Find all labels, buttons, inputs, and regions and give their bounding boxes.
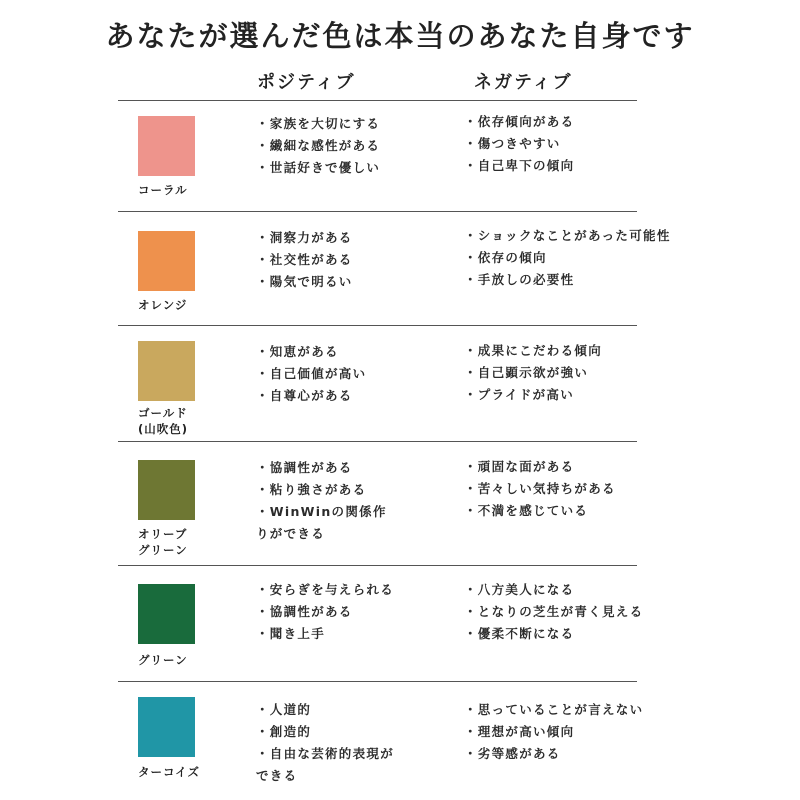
list-item: ・粘り強さがある [256,482,367,497]
list-item: ・傷つきやすい [464,136,561,151]
list-item: ・プライドが高い [464,387,575,402]
negative-list [464,111,684,177]
positive-list [256,227,436,293]
page-title: あなたが選んだ色は本当のあなた自身です [105,19,695,53]
color-name: オリーブ グリーン [138,527,188,557]
list-item: ・社交性がある [256,252,353,267]
list-item: ・依存の傾向 [464,250,547,265]
list-item: ・思っていることが言えない [464,702,644,717]
list-item: ・家族を大切にする [256,116,381,131]
positive-list [256,579,436,645]
list-item: りができる [256,526,326,541]
color-swatch [138,116,195,176]
list-item: ・自由な芸術的表現が [256,746,395,761]
list-item: ・頑固な面がある [464,459,575,474]
list-item: ・不満を感じている [464,503,589,518]
list-item: ・協調性がある [256,604,353,619]
color-swatch [138,460,195,520]
list-item: ・洞察力がある [256,230,353,245]
negative-list [464,340,684,406]
list-item: ・となりの芝生が青く見える [464,604,644,619]
negative-list [464,225,684,291]
list-item: ・自己卑下の傾向 [464,158,575,173]
list-item: ・劣等感がある [464,746,561,761]
negative-list [464,699,684,765]
list-item: ・聞き上手 [256,626,326,641]
list-item: ・創造的 [256,724,312,739]
divider [118,211,637,212]
list-item: ・理想が高い傾向 [464,724,575,739]
list-item: できる [256,768,298,783]
list-item: ・人道的 [256,702,312,717]
color-swatch [138,231,195,291]
color-name: コーラル [138,183,188,197]
color-name: ゴールド (山吹色) [138,406,189,436]
divider [118,565,637,566]
list-item: ・WinWinの関係作 [256,504,387,519]
divider [118,325,637,326]
positive-list [256,457,436,545]
divider [118,100,637,101]
list-item: ・自己価値が高い [256,366,367,381]
list-item: ・協調性がある [256,460,353,475]
list-item: ・自己顕示欲が強い [464,365,589,380]
color-swatch [138,697,195,757]
color-name: オレンジ [138,298,188,312]
list-item: ・繊細な感性がある [256,138,381,153]
list-item: ・安らぎを与えられる [256,582,395,597]
list-item: ・知恵がある [256,344,339,359]
negative-list [464,456,684,522]
list-item: ・自尊心がある [256,388,353,403]
header-positive: ポジティブ [257,72,356,93]
list-item: ・苦々しい気持ちがある [464,481,616,496]
color-swatch [138,341,195,401]
list-item: ・世話好きで優しい [256,160,381,175]
color-name: ターコイズ [138,765,201,779]
positive-list [256,699,436,787]
color-swatch [138,584,195,644]
divider [118,681,637,682]
list-item: ・八方美人になる [464,582,575,597]
positive-list [256,113,436,179]
negative-list [464,579,684,645]
positive-list [256,341,436,407]
divider [118,441,637,442]
list-item: ・ショックなことがあった可能性 [464,228,671,243]
list-item: ・手放しの必要性 [464,272,575,287]
list-item: ・優柔不断になる [464,626,575,641]
color-name: グリーン [138,653,188,667]
list-item: ・陽気で明るい [256,274,353,289]
list-item: ・成果にこだわる傾向 [464,343,603,358]
list-item: ・依存傾向がある [464,114,575,129]
header-negative: ネガティブ [474,72,573,93]
